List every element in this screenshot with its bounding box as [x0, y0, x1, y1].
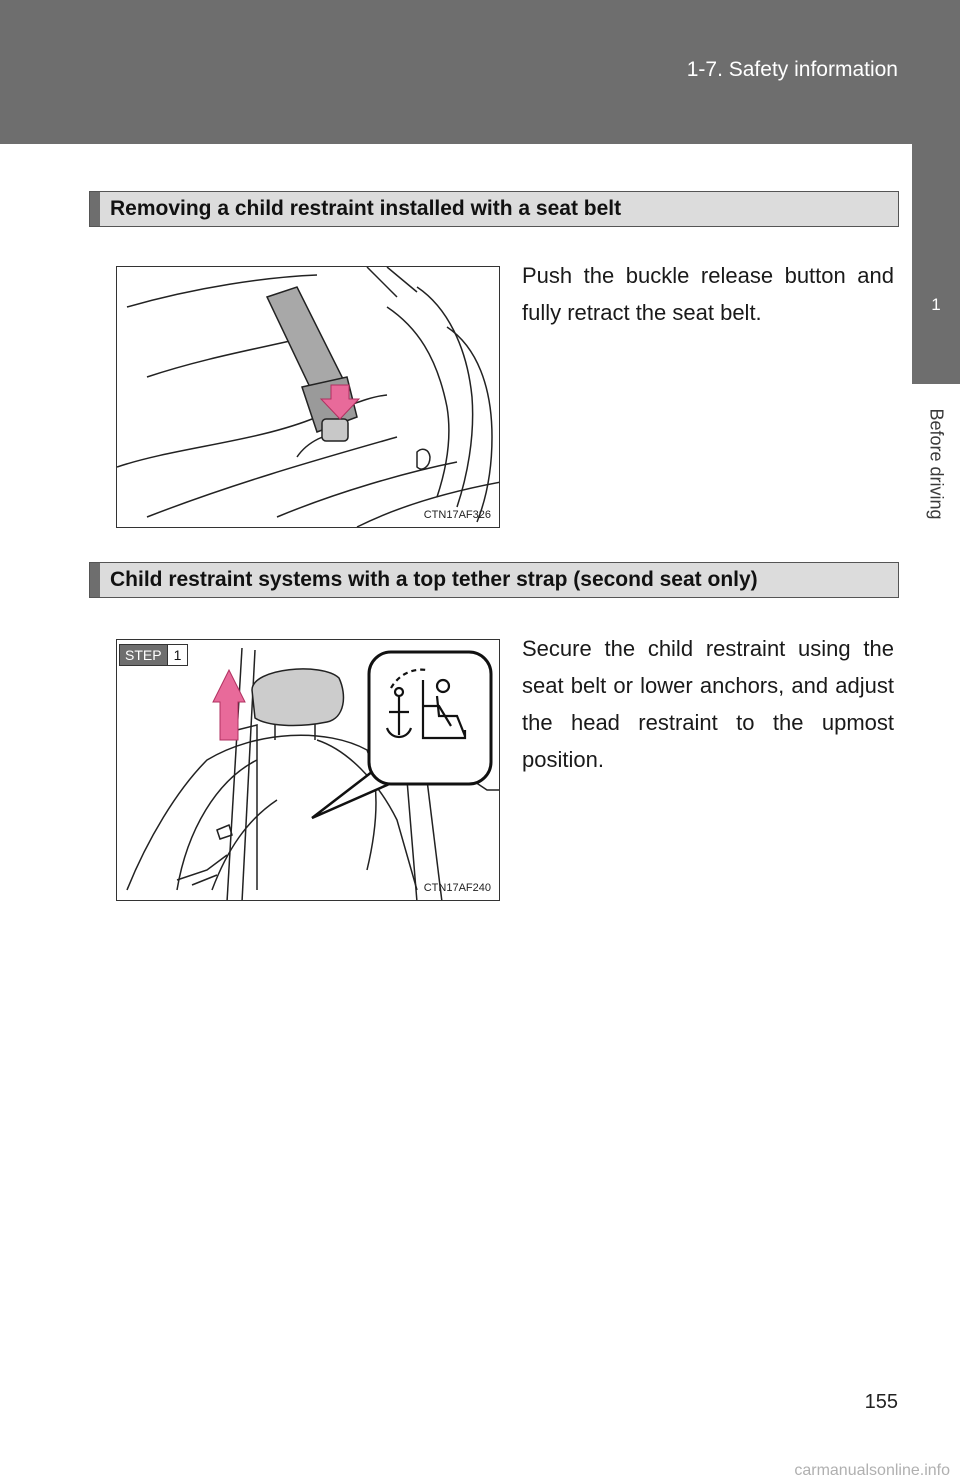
- page-header: [0, 0, 960, 144]
- watermark: carmanualsonline.info: [794, 1462, 950, 1479]
- section-heading-top-tether: [89, 562, 899, 598]
- head-restraint-illustration: [116, 639, 500, 901]
- section-heading-text: Removing a child restraint installed with a seat belt: [110, 197, 622, 220]
- step-label: STEP: [120, 645, 167, 665]
- seat-belt-buckle-illustration: [116, 266, 500, 528]
- chapter-number: 1: [931, 295, 941, 314]
- figure-code: CTN17AF326: [423, 509, 491, 521]
- chapter-tab: [912, 144, 960, 384]
- section-heading-remove: [89, 191, 899, 227]
- page-number: 155: [864, 1391, 898, 1413]
- chapter-label-container: [912, 384, 960, 554]
- buckle-release-drawing: [117, 267, 500, 528]
- header-title: 1-7. Safety information: [686, 58, 898, 81]
- instruction-text: Push the buckle release button and fully retract the seat belt.: [522, 263, 894, 325]
- figure-code: CTN17AF240: [423, 882, 491, 894]
- step-number: 1: [167, 645, 188, 665]
- section-heading-text: Child restraint systems with a top tether strap (second seat only): [110, 568, 758, 591]
- chapter-label: Before driving: [926, 408, 947, 520]
- head-restraint-drawing: [117, 640, 500, 901]
- instruction-text: Secure the child restraint using the seat belt or lower anchors, and adjust the head restraint to the upmost position.: [522, 636, 894, 772]
